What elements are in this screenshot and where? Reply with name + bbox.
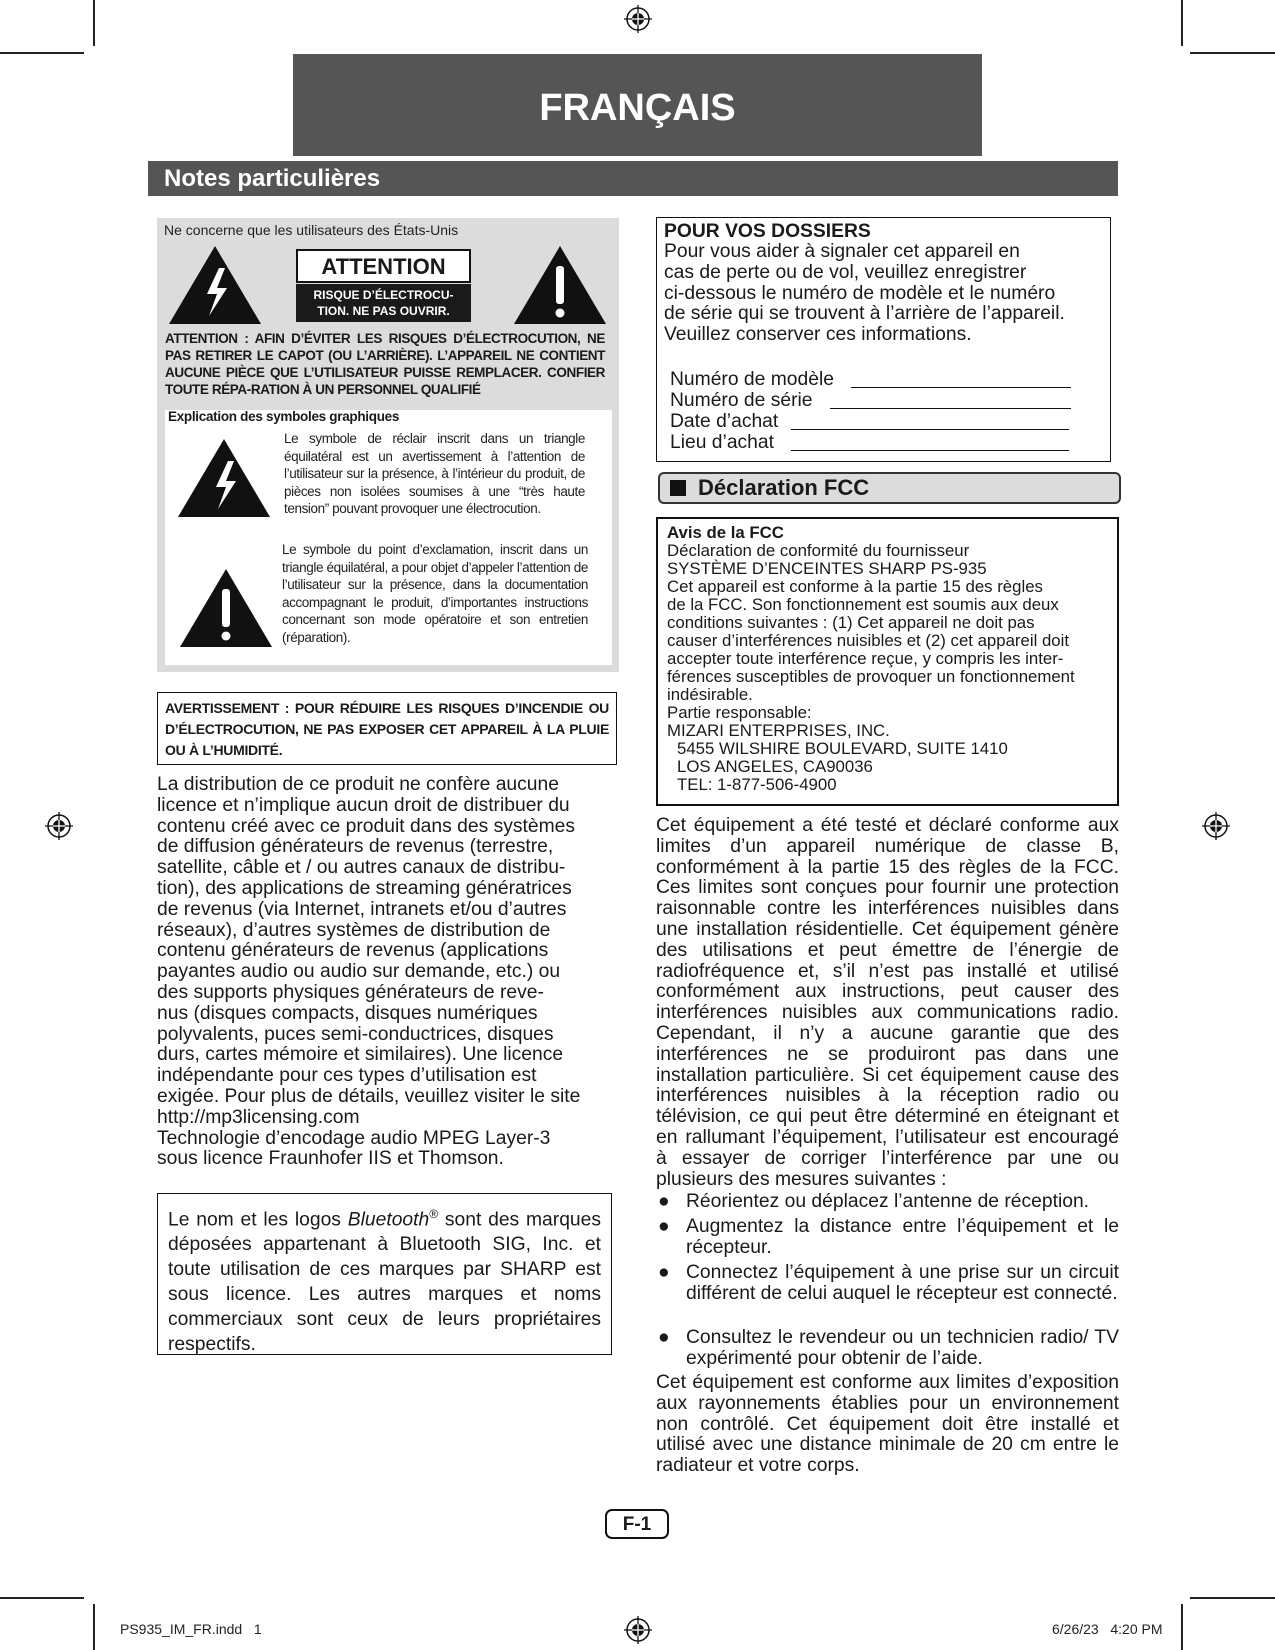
attention-label: ATTENTION xyxy=(296,249,471,283)
text-line: Technologie d’encodage audio MPEG Layer-3 xyxy=(157,1127,551,1149)
crop-mark xyxy=(0,1597,84,1599)
text-line: de diffusion générateurs de revenus (terrestre, xyxy=(157,836,554,858)
warning-statement: AVERTISSEMENT : POUR RÉDUIRE LES RISQUES D’INCENDIE OU D’ÉLECTROCUTION, NE PAS EXPOSER CET APPAREIL À LA PLUIE OU À L’HUMIDITÉ. xyxy=(157,692,617,765)
bluetooth-brand: Bluetooth xyxy=(347,1209,430,1231)
registration-mark-icon xyxy=(623,1615,653,1645)
crop-mark xyxy=(93,1604,95,1650)
crop-mark xyxy=(1181,0,1183,46)
text-line: causer d’interférences nuisibles et (2) cet appareil doit xyxy=(667,631,1070,650)
license-paragraph xyxy=(157,775,627,1170)
attention-sublabel xyxy=(296,284,471,322)
fcc-section-header xyxy=(658,472,1121,504)
section-title: Notes particulières xyxy=(148,161,1118,196)
text-line: Déclaration de conformité du fournisseur xyxy=(667,541,970,560)
bluetooth-text: sont des marques déposées appartenant à Bluetooth SIG, Inc. et toute utilisation de ces marques par SHARP est sous licence. Les autres marques et noms commerciaux sont ceux de leurs propriétaires respectifs. xyxy=(168,1209,602,1356)
text-line: Partie responsable: xyxy=(667,703,812,722)
registration-mark-icon xyxy=(1201,811,1231,841)
text-line: SYSTÈME D’ENCEINTES SHARP PS-935 xyxy=(667,559,987,578)
lightning-warning-icon xyxy=(167,244,263,326)
measure-item xyxy=(658,1191,1119,1212)
text-line: contenu générateurs de revenus (applications xyxy=(157,940,549,962)
bluetooth-text: Le nom et les logos xyxy=(168,1209,348,1231)
bullet-icon: ● xyxy=(658,1191,670,1212)
date-time-slug: 6/26/23 4:20 PM xyxy=(1052,1621,1163,1637)
measure-item xyxy=(658,1327,1119,1369)
purchase-place-label: Lieu d’achat xyxy=(670,432,774,453)
registration-mark-icon xyxy=(44,811,74,841)
text-line: ci-dessous le numéro de modèle et le numéro xyxy=(664,282,1056,304)
text-line: indésirable. xyxy=(667,685,753,704)
lightning-warning-icon xyxy=(176,437,272,519)
text-line: de revenus (via Internet, intranets et/ou d’autres xyxy=(157,898,567,920)
text-line: http://mp3licensing.com xyxy=(157,1106,360,1128)
bullet-icon: ● xyxy=(658,1327,670,1348)
attention-sub-line: TION. NE PAS OUVRIR. xyxy=(317,304,450,318)
text-line: sous licence Fraunhofer IIS et Thomson. xyxy=(157,1148,504,1170)
serial-number-field[interactable] xyxy=(830,408,1071,409)
purchase-place-field[interactable] xyxy=(791,450,1069,451)
text-line: férences susceptibles de provoquer un fonctionnement xyxy=(667,667,1075,686)
text-line: nus (disques compacts, disques numériques xyxy=(157,1002,538,1024)
fcc-notice-title: Avis de la FCC xyxy=(667,523,784,542)
records-title: POUR VOS DOSSIERS xyxy=(664,221,871,242)
text-line: polyvalents, puces semi-conductrices, disques xyxy=(157,1023,554,1045)
exclamation-warning-icon xyxy=(512,244,608,326)
exclamation-warning-icon xyxy=(178,567,274,649)
exclamation-explanation: Le symbole du point d’exclamation, inscrit dans un triangle équilatéral, a pour objet d’appeler l’attention de l’utilisateur sur la présence, dans la documentation accompagnant le produit, d’importantes instructions concernant son mode opératoire et son entretien (réparation). xyxy=(282,542,588,645)
crop-mark xyxy=(93,0,95,46)
square-bullet-icon xyxy=(670,480,686,496)
text-line: exigée. Pour plus de détails, veuillez visiter le site xyxy=(157,1085,581,1107)
crop-mark xyxy=(0,52,84,54)
text-line: Pour vous aider à signaler cet appareil en xyxy=(664,241,1020,262)
attention-sub-line: RISQUE D’ÉLECTROCU- xyxy=(313,288,454,302)
serial-number-label: Numéro de série xyxy=(670,390,813,411)
text-line: cas de perte ou de vol, veuillez enregistrer xyxy=(664,261,1027,283)
language-banner: FRANÇAIS xyxy=(293,54,982,156)
rf-exposure-paragraph: Cet équipement est conforme aux limites d’exposition aux rayonnements établies pour un environnement non contrôlé. Cet équipement doit être installé et utilisé avec une distance minimale de 20 cm entre le radiateur et votre corps. xyxy=(656,1372,1119,1477)
symbols-title: Explication des symboles graphiques xyxy=(168,409,400,424)
purchase-date-label: Date d’achat xyxy=(670,411,779,432)
measure-text: Consultez le revendeur ou un technicien radio/ TV expérimenté pour obtenir de l’aide. xyxy=(686,1327,1119,1369)
measure-text: Augmentez la distance entre l’équipement et le récepteur. xyxy=(686,1216,1119,1258)
us-only-note: Ne concerne que les utilisateurs des États-Unis xyxy=(164,222,459,238)
text-line: La distribution de ce produit ne confère aucune xyxy=(157,774,559,795)
fcc-notice-body xyxy=(667,542,1112,794)
text-line: conditions suivantes : (1) Cet appareil ne doit pas xyxy=(667,613,1035,632)
lightning-explanation: Le symbole de réclair inscrit dans un triangle équilatéral est un avertissement à l’attention de l’utilisateur sur la présence, à l’intérieur du produit, de pièces non isolées soumises à une “très haute tension” pouvant provoquer une électrocution. xyxy=(284,431,585,516)
fcc-compliance-paragraph: Cet équipement a été testé et déclaré conforme aux limites d’un appareil numérique de classe B, conformément à la partie 15 des règles de la FCC. Ces limites sont conçues pour fournir une protection raisonnable contre les interférences nuisibles dans une installation résidentielle. Cet équipement génère des utilisations et peut émettre de l’énergie de radiofréquence et, s’il n’est pas installé et utilisé conformément aux instructions, peut causer des interférences nuisibles aux communications radio. Cependant, il n’y a aucune garantie que des interférences ne se produiront pas dans une installation particulière. Si cet équipement cause des interférences nuisibles à la réception radio ou télévision, ce qui peut être déterminé en éteignant et en rallumant l’équipement, l’utilisateur est encouragé à essayer de corriger l’interférence par une ou plusieurs des mesures suivantes : xyxy=(656,815,1119,1190)
model-number-label: Numéro de modèle xyxy=(670,369,834,390)
measure-text: Connectez l’équipement à une prise sur un circuit différent de celui auquel le récepteur est connecté. xyxy=(686,1262,1119,1304)
text-line: durs, cartes mémoire et similaires). Une licence xyxy=(157,1044,564,1066)
text-line: de la FCC. Son fonctionnement est soumis aux deux xyxy=(667,595,1059,614)
text-line: licence et n’implique aucun droit de distribuer du xyxy=(157,794,570,816)
crop-mark xyxy=(1190,52,1275,54)
fcc-title: Déclaration FCC xyxy=(698,475,870,500)
text-line: contenu créé avec ce produit dans des systèmes xyxy=(157,815,575,837)
text-line: LOS ANGELES, CA90036 xyxy=(677,757,873,776)
records-intro xyxy=(664,242,1109,346)
purchase-date-field[interactable] xyxy=(791,429,1069,430)
measure-item xyxy=(658,1262,1119,1304)
text-line: TEL: 1-877-506-4900 xyxy=(677,775,837,794)
measure-text: Réorientez ou déplacez l’antenne de réception. xyxy=(686,1191,1090,1212)
bullet-icon: ● xyxy=(658,1216,670,1237)
attention-statement: ATTENTION : AFIN D’ÉVITER LES RISQUES D’ÉLECTROCUTION, NE PAS RETIRER LE CAPOT (OU L’ARRIÈRE). L’APPAREIL NE CONTIENT AUCUNE PIÈCE QUE L’UTILISATEUR PUISSE REMPLACER. CONFIER TOUTE RÉPA-RATION À UN PERSONNEL QUALIFIÉ xyxy=(165,331,605,397)
text-line: accepter toute interférence reçue, y compris les inter- xyxy=(667,649,1064,668)
text-line: de série qui se trouvent à l’arrière de l’appareil. xyxy=(664,303,1065,325)
page-number: F-1 xyxy=(605,1509,669,1539)
bluetooth-trademark-notice xyxy=(157,1193,612,1355)
crop-mark xyxy=(1190,1597,1275,1599)
text-line: 5455 WILSHIRE BOULEVARD, SUITE 1410 xyxy=(677,739,1008,758)
registration-mark-icon xyxy=(623,4,653,34)
crop-mark xyxy=(1181,1604,1183,1650)
text-line: payantes audio ou audio sur demande, etc.) ou xyxy=(157,961,561,983)
measure-item xyxy=(658,1216,1119,1258)
bullet-icon: ● xyxy=(658,1262,670,1283)
text-line: des supports physiques générateurs de reve- xyxy=(157,981,544,1003)
address-block xyxy=(667,740,1112,794)
registered-mark: ® xyxy=(429,1207,439,1221)
text-line: Cet appareil est conforme à la partie 15 des règles xyxy=(667,577,1043,596)
text-line: indépendante pour ces types d’utilisation est xyxy=(157,1065,537,1087)
file-name-slug: PS935_IM_FR.indd 1 xyxy=(120,1621,262,1637)
text-line: Veuillez conserver ces informations. xyxy=(664,324,972,346)
model-number-field[interactable] xyxy=(851,387,1071,388)
text-line: MIZARI ENTERPRISES, INC. xyxy=(667,721,890,740)
text-line: satellite, câble et / ou autres canaux de distribu- xyxy=(157,857,566,879)
text-line: tion), des applications de streaming génératrices xyxy=(157,877,572,899)
text-line: réseaux), d’autres systèmes de distribution de xyxy=(157,919,551,941)
